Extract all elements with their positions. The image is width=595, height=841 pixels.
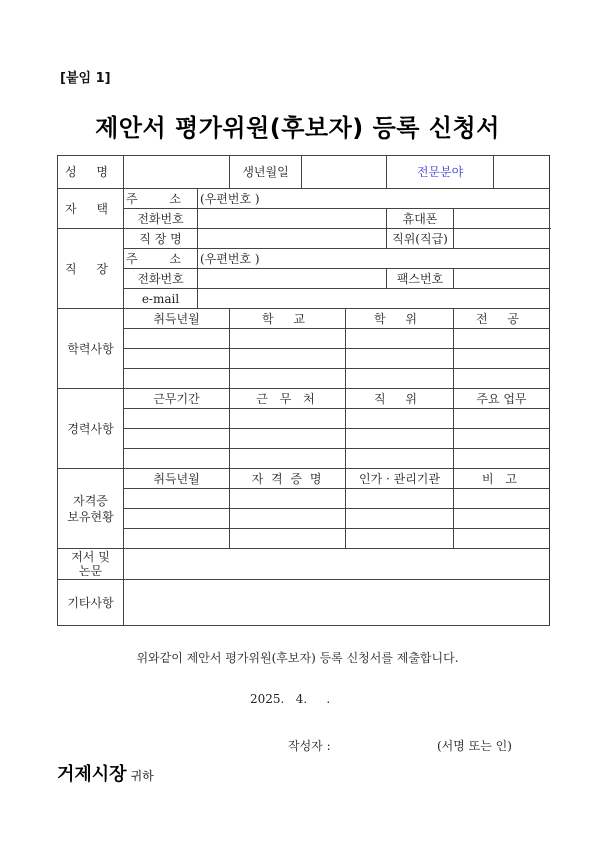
application-form (57, 155, 550, 626)
education-cell[interactable] (454, 329, 550, 349)
other-label: 기타사항 (58, 580, 124, 626)
career-header: 직 위 (346, 389, 454, 409)
education-cell[interactable] (124, 349, 230, 369)
certificates-cell[interactable] (346, 529, 454, 549)
certificates-cell[interactable] (346, 489, 454, 509)
education-cell[interactable] (346, 349, 454, 369)
career-cell[interactable] (346, 429, 454, 449)
career-cell[interactable] (230, 409, 346, 429)
certificates-cell[interactable] (346, 509, 454, 529)
education-cell[interactable] (230, 369, 346, 389)
certificates-header: 인가 · 관리기관 (346, 469, 454, 489)
education-cell[interactable] (454, 369, 550, 389)
submission-statement: 위와같이 제안서 평가위원(후보자) 등록 신청서를 제출합니다. (136, 651, 459, 665)
certificates-cell[interactable] (454, 489, 550, 509)
career-cell[interactable] (124, 429, 230, 449)
field-value[interactable] (494, 156, 550, 189)
other-field[interactable] (124, 580, 550, 626)
work-phone-label: 전화번호 (124, 269, 198, 289)
work-address-label: 주 소 (124, 249, 198, 269)
addressee-name: 거제시장 (57, 764, 127, 785)
page-title: 제안서 평가위원(후보자) 등록 신청서 (95, 114, 500, 142)
certificates-cell[interactable] (124, 529, 230, 549)
work-fax-label: 팩스번호 (387, 269, 454, 289)
home-phone-label: 전화번호 (124, 209, 198, 229)
work-email-label: e-mail (124, 289, 198, 309)
attachment-label: [붙임 1] (60, 71, 111, 86)
education-cell[interactable] (124, 329, 230, 349)
certificates-cell[interactable] (124, 489, 230, 509)
certificates-cell[interactable] (454, 529, 550, 549)
career-header: 주요 업무 (454, 389, 550, 409)
author-label: 작성자 : (288, 739, 331, 753)
certificates-cell[interactable] (230, 529, 346, 549)
education-section-label: 학력사항 (58, 309, 124, 389)
home-mobile-label: 휴대폰 (387, 209, 454, 229)
career-cell[interactable] (454, 409, 550, 429)
career-header: 근무기간 (124, 389, 230, 409)
career-cell[interactable] (346, 409, 454, 429)
work-company-field[interactable] (198, 229, 387, 249)
publications-field[interactable] (124, 549, 550, 580)
work-email-field[interactable] (198, 289, 550, 309)
work-section-label: 직 장 (58, 229, 124, 309)
signature-note: (서명 또는 인) (437, 739, 512, 753)
certificates-cell[interactable] (230, 509, 346, 529)
certificates-header: 비 고 (454, 469, 550, 489)
submission-date: 2025. 4. . (250, 692, 331, 706)
education-header: 취득년월 (124, 309, 230, 329)
home-address-label: 주 소 (124, 189, 198, 209)
certificates-cell[interactable] (230, 489, 346, 509)
birth-field[interactable] (302, 156, 387, 189)
career-cell[interactable] (346, 449, 454, 469)
career-cell[interactable] (230, 449, 346, 469)
education-cell[interactable] (230, 349, 346, 369)
certificates-cell[interactable] (124, 509, 230, 529)
education-header: 전 공 (454, 309, 550, 329)
career-section-label: 경력사항 (58, 389, 124, 469)
education-cell[interactable] (124, 369, 230, 389)
work-position-field[interactable] (454, 229, 550, 249)
certificates-header: 자 격 증 명 (230, 469, 346, 489)
career-cell[interactable] (454, 449, 550, 469)
name-label: 성 명 (58, 156, 124, 189)
addressee (57, 760, 154, 786)
education-cell[interactable] (454, 349, 550, 369)
field-label: 전문분야 (387, 156, 494, 189)
work-fax-field[interactable] (454, 269, 550, 289)
home-phone-field[interactable] (198, 209, 387, 229)
publications-label: 저서 및 논문 (58, 549, 124, 580)
home-mobile-field[interactable] (454, 209, 550, 229)
birth-label: 생년월일 (230, 156, 302, 189)
work-phone-field[interactable] (198, 269, 387, 289)
education-header: 학 교 (230, 309, 346, 329)
home-address-field[interactable]: (우편번호 ) (198, 189, 550, 209)
work-position-label: 직위(직급) (387, 229, 454, 249)
work-company-label: 직 장 명 (124, 229, 198, 249)
certificates-cell[interactable] (454, 509, 550, 529)
certificates-section-label: 자격증 보유현황 (58, 469, 124, 549)
work-address-field[interactable]: (우편번호 ) (198, 249, 550, 269)
education-cell[interactable] (346, 329, 454, 349)
name-field[interactable] (124, 156, 230, 189)
certificates-header: 취득년월 (124, 469, 230, 489)
home-section-label: 자 택 (58, 189, 124, 229)
career-header: 근 무 처 (230, 389, 346, 409)
career-cell[interactable] (230, 429, 346, 449)
career-cell[interactable] (124, 449, 230, 469)
education-cell[interactable] (346, 369, 454, 389)
education-cell[interactable] (230, 329, 346, 349)
honorific: 귀하 (130, 769, 154, 783)
education-header: 학 위 (346, 309, 454, 329)
career-cell[interactable] (124, 409, 230, 429)
career-cell[interactable] (454, 429, 550, 449)
